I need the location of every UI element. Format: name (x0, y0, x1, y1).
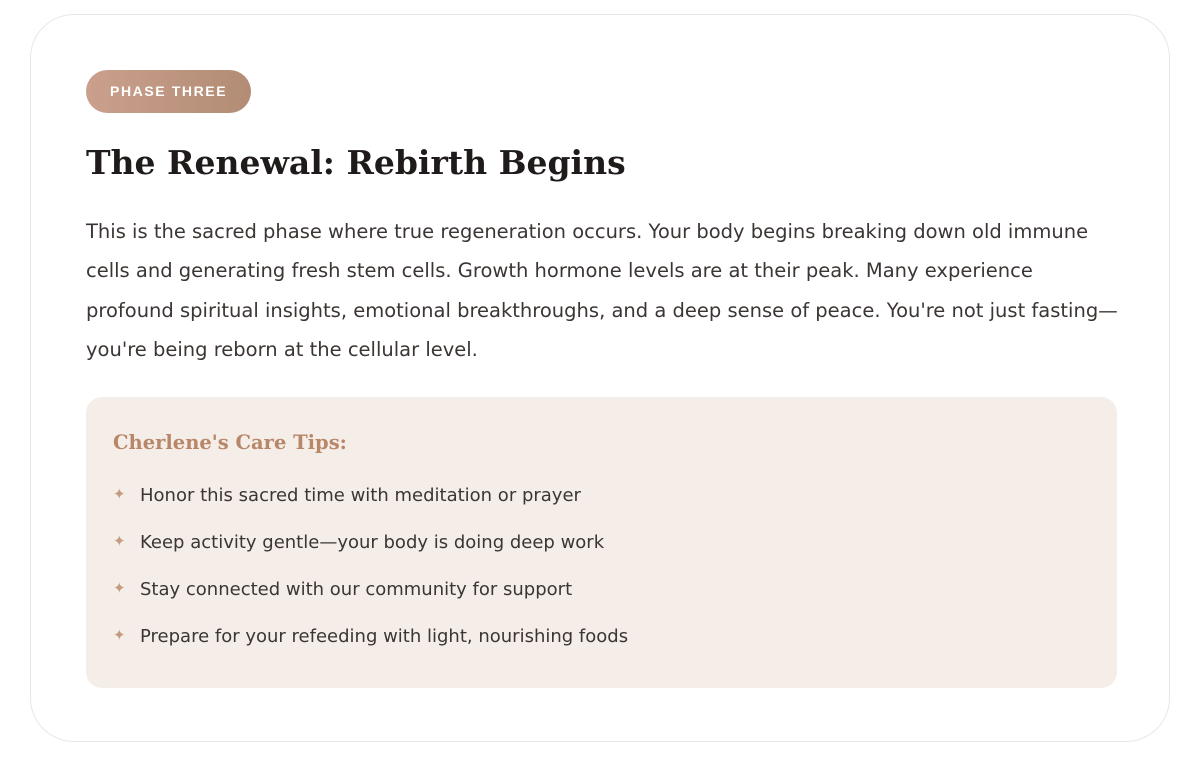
tip-text: Prepare for your refeeding with light, nourishing foods (140, 626, 629, 647)
phase-card (30, 14, 1170, 742)
tip-text: Keep activity gentle—your body is doing deep work (140, 532, 605, 553)
phase-title: The Renewal: Rebirth Begins (86, 143, 626, 182)
list-item (113, 624, 628, 671)
tip-text: Stay connected with our community for support (140, 579, 573, 600)
sparkle-icon: ✦ (113, 626, 126, 644)
sparkle-icon: ✦ (113, 532, 126, 550)
phase-description: This is the sacred phase where true regeneration occurs. Your body begins breaking down old immune cells and generating fresh stem cells. Growth hormone levels are at their peak. Many experience profound spiritual insights, emotional breakthroughs, and a deep sense of peace. You're not just fasting— you're being reborn at the cellular level. (86, 220, 1118, 361)
list-item (113, 577, 628, 624)
list-item (113, 483, 628, 530)
care-tips-list (113, 483, 628, 671)
sparkle-icon: ✦ (113, 579, 126, 597)
phase-badge: PHASE THREE (86, 70, 251, 113)
sparkle-icon: ✦ (113, 485, 126, 503)
care-tips-box (86, 397, 1117, 688)
tip-text: Honor this sacred time with meditation or prayer (140, 485, 581, 506)
list-item (113, 530, 628, 577)
care-tips-heading: Cherlene's Care Tips: (113, 431, 347, 454)
